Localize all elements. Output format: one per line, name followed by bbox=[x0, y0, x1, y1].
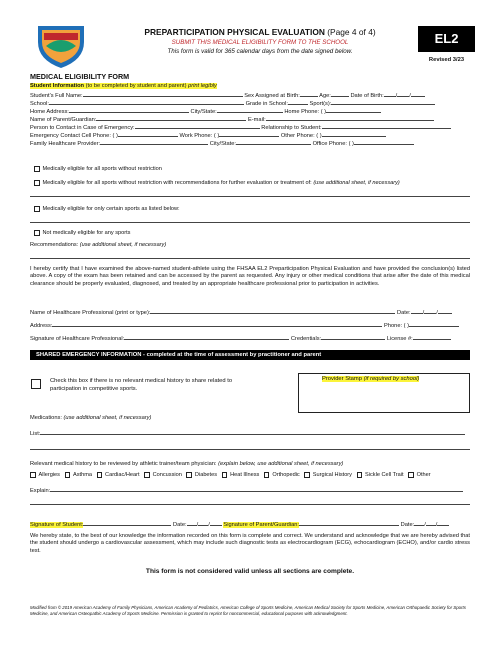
revised-date: Revised 3/23 bbox=[428, 57, 465, 63]
conditions-checklist[interactable] bbox=[30, 472, 434, 479]
hcp-signature-row[interactable]: Signature of Healthcare Professional: Credentials: License #: bbox=[30, 334, 470, 343]
divider bbox=[30, 504, 470, 505]
medications-label: Medications: (use additional sheet, if necessary) bbox=[30, 415, 152, 421]
option-eligible-certain[interactable]: Medically eligible for only certain sports as listed below: bbox=[34, 206, 180, 213]
form-code-badge: EL2 bbox=[418, 26, 475, 52]
condition-diabetes[interactable]: Diabetes bbox=[186, 472, 217, 479]
condition-cardiac[interactable]: Cardiac/Heart bbox=[97, 472, 140, 479]
shared-emergency-bar: SHARED EMERGENCY INFORMATION - completed at the time of assessment by practitioner and parent bbox=[30, 350, 470, 360]
form-subtitle: SUBMIT THIS MEDICAL ELIGIBILITY FORM TO THE SCHOOL bbox=[171, 39, 349, 46]
signature-row[interactable]: Signature of Student: Date: / / Signature of Parent/Guardian: Date: / / bbox=[30, 520, 470, 529]
checkbox[interactable] bbox=[34, 166, 40, 172]
option-eligible-with-recs[interactable]: Medically eligible for all sports without restriction with recommendations for further evaluation or treatment of: (use additional sheet, if necessary) bbox=[34, 180, 400, 187]
student-name-row[interactable]: Student's Full Name: Sex Assigned at Birth: Age: Date of Birth: / / bbox=[30, 91, 470, 100]
option-eligible-all[interactable]: Medically eligible for all sports without restriction bbox=[34, 166, 162, 173]
divider bbox=[30, 449, 470, 450]
explain-row[interactable]: Explain: bbox=[30, 486, 470, 495]
student-info-heading: Student Information (to be completed by student and parent) print legibly bbox=[30, 83, 217, 89]
relevant-history-label: Relevant medical history to be reviewed by athletic trainer/team physician: (explain below, use additional sheet, if necessary) bbox=[30, 461, 344, 467]
provider-stamp-label: Provider Stamp (if required by school) bbox=[322, 376, 420, 382]
condition-sickle-cell[interactable]: Sickle Cell Trait bbox=[357, 472, 404, 479]
checkbox[interactable] bbox=[34, 206, 40, 212]
condition-other[interactable]: Other bbox=[408, 472, 431, 479]
condition-asthma[interactable]: Asthma bbox=[65, 472, 92, 479]
checkbox[interactable] bbox=[34, 230, 40, 236]
recommendations-label: Recommendations: (use additional sheet, if necessary) bbox=[30, 242, 167, 248]
parent-row[interactable]: Name of Parent/Guardian: E-mail: bbox=[30, 115, 470, 124]
validity-warning: This form is not considered valid unless all sections are complete. bbox=[145, 568, 355, 575]
provider-row[interactable]: Family Healthcare Provider: City/State: Office Phone: ( ) bbox=[30, 139, 470, 148]
validity-notice: This form is valid for 365 calendar days from the date signed below. bbox=[167, 48, 353, 55]
hcp-address-row[interactable]: Address: Phone: ( ) bbox=[30, 321, 470, 330]
footer-credit: Modified from © 2019 American Academy of Family Physicians, American Academy of Pediatrics, American College of Sports Medicine, American Medical Society for Sports Medicine, American Orthopaedic Society for Sports Medicine, and American Osteopathic Academy of Sports Medicine. Permission is granted to reprint for noncommercial, educational purposes with acknowledgment. bbox=[30, 605, 466, 616]
checkbox[interactable] bbox=[34, 180, 40, 186]
parent-statement: We hereby state, to the best of our knowledge the information recorded on this form is complete and correct. We understand and acknowledge that we are hereby advised that the student should undergo a cardiovascular assessment, which may include such diagnostic tests as electrocardiogram (ECG), echocardiogram (ECHO), and/or cardio stress test. bbox=[30, 533, 470, 554]
no-history-text: Check this box if there is no relevant medical history to share related to participation in competitive sports. bbox=[50, 378, 233, 392]
fhsaa-logo bbox=[32, 20, 90, 70]
hcp-name-row[interactable]: Name of Healthcare Professional (print or type): Date: / / bbox=[30, 308, 470, 317]
condition-surgical[interactable]: Surgical History bbox=[304, 472, 352, 479]
medications-list-row[interactable]: List: bbox=[30, 429, 470, 438]
divider bbox=[30, 196, 470, 197]
no-history-checkbox[interactable] bbox=[31, 379, 41, 389]
divider bbox=[30, 222, 470, 223]
form-title: PREPARTICIPATION PHYSICAL EVALUATION (Page 4 of 4) bbox=[144, 27, 376, 37]
emergency-phones-row[interactable]: Emergency Contact Cell Phone: ( ) Work Phone: ( ) Other Phone: ( ) bbox=[30, 131, 470, 140]
student-address-row[interactable]: Home Address: City/State: Home Phone: ( ) bbox=[30, 107, 470, 116]
condition-allergies[interactable]: Allergies bbox=[30, 472, 60, 479]
section-title: MEDICAL ELIGIBILITY FORM bbox=[30, 72, 130, 81]
condition-concussion[interactable]: Concussion bbox=[144, 472, 182, 479]
condition-heat-illness[interactable]: Heat Illness bbox=[222, 472, 260, 479]
certification-text: I hereby certify that I have examined the above-named student-athlete using the FHSAA EL2 Preparticipation Physical Evaluation and have provided the conclusion(s) listed above. A copy of the exam has been retained and can be accessed by the parent as requested. Any injury or other medical conditions that arise after the date of this medical clearance should be properly evaluated, diagnosed, and treated by an appropriate healthcare professional prior to participation in activities. bbox=[30, 266, 470, 287]
divider bbox=[30, 258, 470, 259]
student-school-row[interactable]: School: Grade in School: Sport(s): bbox=[30, 99, 470, 108]
page-indicator: (Page 4 of 4) bbox=[327, 27, 376, 37]
option-not-eligible[interactable]: Not medically eligible for any sports bbox=[34, 230, 130, 237]
emergency-contact-row[interactable]: Person to Contact in Case of Emergency: Relationship to Student: bbox=[30, 123, 470, 132]
condition-orthopedic[interactable]: Orthopedic bbox=[264, 472, 300, 479]
